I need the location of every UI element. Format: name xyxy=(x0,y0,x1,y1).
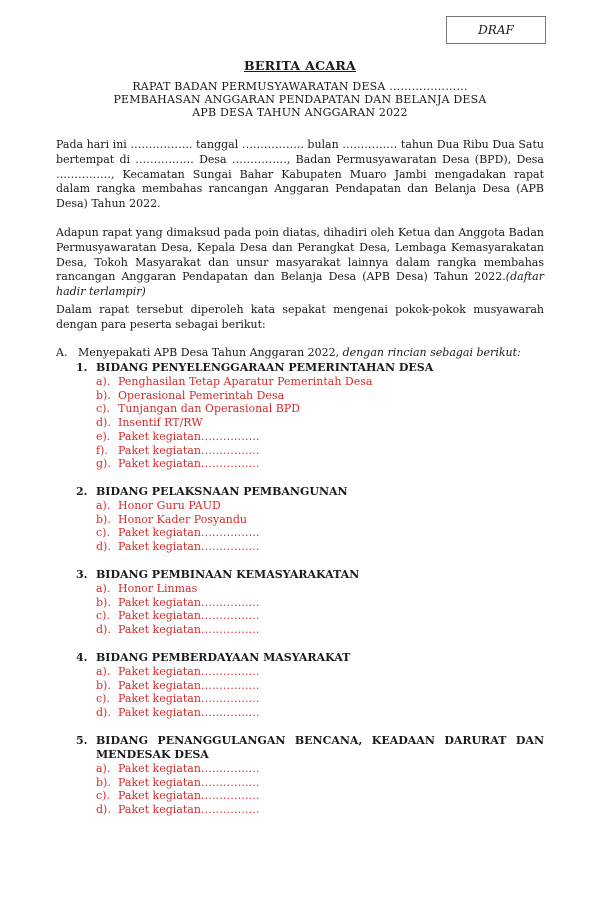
item-letter: g). xyxy=(96,457,111,471)
paragraph-attendance-text: Adapun rapat yang dimaksud pada poin diatas, dihadiri oleh Ketua dan Anggota Badan Permusyawaratan Desa, Kepala Desa dan Perangkat Desa, Lembaga Kemasyarakatan Desa, Tokoh Masyarakat dan unsur masyarakat lainnya dalam rangka membahas rancangan Anggaran Pendapatan dan Belanja Desa (APB Desa) Tahun 2022. xyxy=(56,226,544,284)
list-item xyxy=(96,389,544,403)
item-letter: b). xyxy=(96,775,111,789)
item-text: Paket kegiatan……………. xyxy=(118,526,260,540)
item-letter: c). xyxy=(96,402,110,416)
attendance-note: (daftar hadir terlampir) xyxy=(56,270,544,299)
field-number: 4. xyxy=(76,651,88,664)
field-heading xyxy=(76,361,544,375)
item-letter: b). xyxy=(96,512,111,526)
list-item xyxy=(96,402,544,416)
field-heading xyxy=(76,568,544,582)
item-text: Paket kegiatan……………. xyxy=(118,789,260,803)
field-name: BIDANG PEMBINAAN KEMASYARAKATAN xyxy=(96,568,360,581)
list-item xyxy=(96,762,544,776)
item-letter: d). xyxy=(96,803,111,817)
section-a-letter: A. xyxy=(56,346,68,359)
item-letter: d). xyxy=(96,540,111,554)
section-a-main: Menyepakati APB Desa Tahun Anggaran 2022, xyxy=(78,346,343,359)
item-text: Paket kegiatan……………. xyxy=(118,803,260,817)
item-text: Paket kegiatan……………. xyxy=(118,678,260,692)
item-text: Tunjangan dan Operasional BPD xyxy=(118,402,301,416)
item-text: Paket kegiatan……………. xyxy=(118,443,260,457)
paragraph-opening: Pada hari ini …………….. tanggal …………….. bulan …………… tahun Dua Ribu Dua Satu bertempat di ……………. Desa ……………, Badan Permusyawaratan Desa (BPD), Desa ……………, Kecamatan Sungai Bahar Kabupaten Muaro Jambi mengadakan rapat dalam rangka membahas rancangan Anggaran Pendapatan dan Belanja Desa (APB Desa) Tahun 2022. xyxy=(56,138,544,211)
draft-stamp: DRAF xyxy=(446,16,546,44)
item-letter: a). xyxy=(96,762,111,775)
list-item xyxy=(96,513,544,527)
item-letter: b). xyxy=(96,678,111,692)
list-item xyxy=(96,375,544,389)
item-text: Honor Linmas xyxy=(118,582,198,595)
list-item xyxy=(96,776,544,790)
field-5 xyxy=(76,734,544,817)
list-item xyxy=(96,444,544,458)
item-letter: c). xyxy=(96,526,110,540)
field-1 xyxy=(76,361,544,471)
field-items xyxy=(76,665,544,720)
list-item xyxy=(96,679,544,693)
field-name: BIDANG PELAKSNAAN PEMBANGUNAN xyxy=(96,485,348,498)
list-item xyxy=(96,706,544,720)
field-heading xyxy=(76,734,544,762)
field-items xyxy=(76,582,544,637)
list-item xyxy=(96,789,544,803)
subtitle-line-2: PEMBAHASAN ANGGARAN PENDAPATAN DAN BELANJA DESA xyxy=(113,93,487,106)
field-number: 2. xyxy=(76,485,88,498)
item-text: Paket kegiatan……………. xyxy=(118,623,260,637)
item-letter: e). xyxy=(96,429,111,443)
item-text: Paket kegiatan……………. xyxy=(118,457,260,471)
item-text: Paket kegiatan……………. xyxy=(118,775,260,789)
item-text: Paket kegiatan……………. xyxy=(118,595,260,609)
item-text: Honor Guru PAUD xyxy=(118,499,221,512)
list-item xyxy=(96,609,544,623)
field-name: BIDANG PENANGGULANGAN BENCANA, KEADAAN DARURAT DAN MENDESAK DESA xyxy=(96,734,544,761)
item-text: Paket kegiatan……………. xyxy=(118,665,260,678)
list-item xyxy=(96,623,544,637)
item-text: Paket kegiatan……………. xyxy=(118,706,260,720)
item-letter: a). xyxy=(96,582,111,595)
document-title: BERITA ACARA xyxy=(243,58,357,73)
field-items xyxy=(76,499,544,554)
list-item xyxy=(96,582,544,596)
field-heading xyxy=(76,485,544,499)
list-item xyxy=(96,803,544,817)
item-letter: c). xyxy=(96,609,110,623)
item-letter: d). xyxy=(96,623,111,637)
item-letter: c). xyxy=(96,789,110,803)
subtitle-line-3: APB DESA TAHUN ANGGARAN 2022 xyxy=(192,106,408,119)
field-number: 3. xyxy=(76,568,88,581)
list-item xyxy=(96,430,544,444)
item-text: Operasional Pemerintah Desa xyxy=(118,388,285,402)
field-name: BIDANG PEMBERDAYAAN MASYARAKAT xyxy=(96,651,351,664)
item-letter: d). xyxy=(96,416,111,430)
paragraph-agreement: Dalam rapat tersebut diperoleh kata sepakat mengenai pokok-pokok musyawarah dengan para peserta sebagai berikut: xyxy=(56,303,544,331)
list-item xyxy=(96,665,544,679)
subtitle-line-1: RAPAT BADAN PERMUSYAWARATAN DESA ………………… xyxy=(132,80,468,93)
section-a-text xyxy=(78,346,521,360)
item-text: Paket kegiatan……………. xyxy=(118,429,260,443)
field-4 xyxy=(76,651,544,720)
item-text: Penghasilan Tetap Aparatur Pemerintah Desa xyxy=(118,375,373,388)
field-name: BIDANG PENYELENGGARAAN PEMERINTAHAN DESA xyxy=(96,361,434,374)
item-text: Insentif RT/RW xyxy=(118,416,203,430)
list-item xyxy=(96,540,544,554)
list-item xyxy=(96,457,544,471)
list-item xyxy=(96,416,544,430)
field-items xyxy=(76,762,544,817)
item-letter: d). xyxy=(96,706,111,720)
list-item xyxy=(96,596,544,610)
field-number: 5. xyxy=(76,734,88,747)
item-letter: b). xyxy=(96,595,111,609)
paragraph-attendance xyxy=(56,226,544,300)
list-item xyxy=(96,692,544,706)
item-text: Paket kegiatan……………. xyxy=(118,762,260,775)
item-text: Paket kegiatan……………. xyxy=(118,540,260,554)
item-text: Paket kegiatan……………. xyxy=(118,692,260,706)
item-letter: b). xyxy=(96,388,111,402)
field-heading xyxy=(76,651,544,665)
list-item xyxy=(96,526,544,540)
field-3 xyxy=(76,568,544,637)
item-letter: c). xyxy=(96,692,110,706)
field-items xyxy=(76,375,544,471)
section-a-emphasis: dengan rincian sebagai berikut: xyxy=(342,346,521,359)
item-letter: f). xyxy=(96,443,108,457)
item-letter: a). xyxy=(96,499,111,512)
list-item xyxy=(96,499,544,513)
item-text: Paket kegiatan……………. xyxy=(118,609,260,623)
item-letter: a). xyxy=(96,375,111,388)
field-2 xyxy=(76,485,544,554)
field-number: 1. xyxy=(76,361,88,374)
item-text: Honor Kader Posyandu xyxy=(118,512,247,526)
item-letter: a). xyxy=(96,665,111,678)
